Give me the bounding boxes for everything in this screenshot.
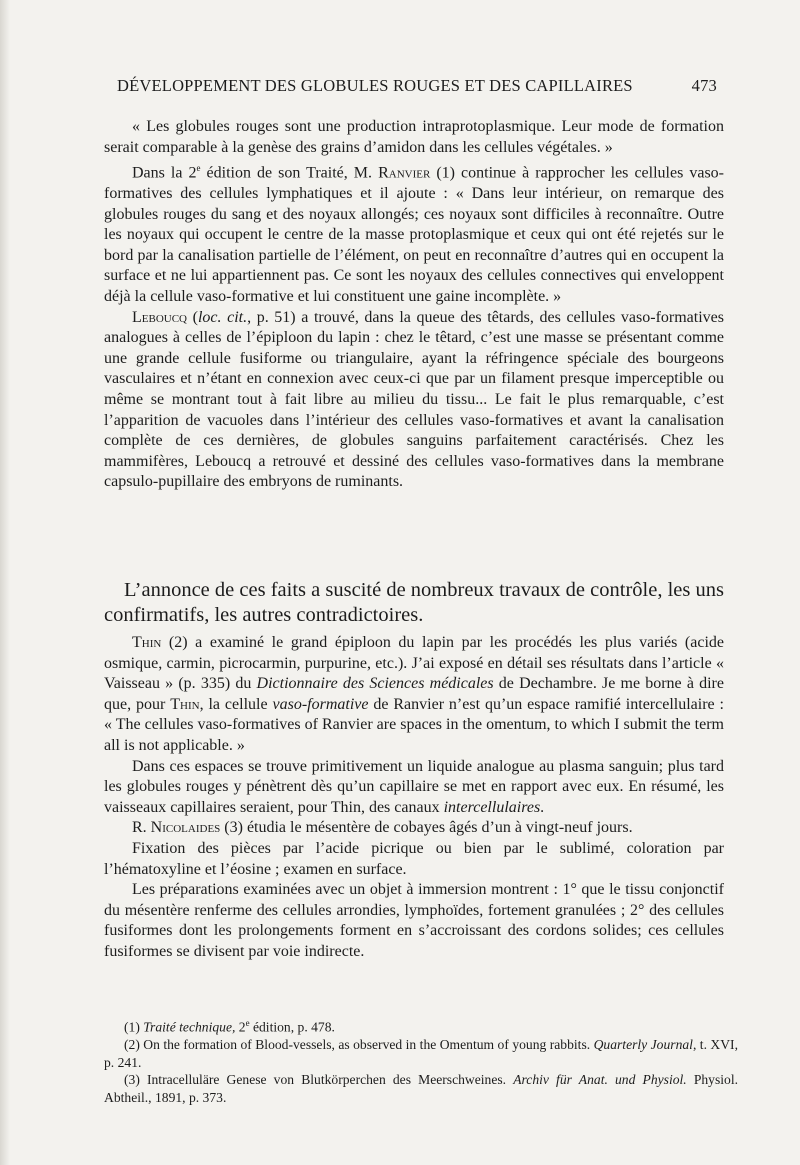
lead-section bbox=[104, 578, 724, 627]
preparations-paragraph: Les préparations examinées avec un objet à immersion montrent : 1° que le tissu conjonctif du mésentère renferme des cellules arrondies, lymphoïdes, fortement granulées ; 2° des cellules fusiformes dont les prolongements forment en s’accroissant des cordons solides; ces cellules fusiformes se divisent par voie indirecte. bbox=[104, 881, 724, 960]
author-name: Thin bbox=[170, 695, 200, 713]
author-name: Nicolaides bbox=[150, 819, 221, 837]
spaces-paragraph: Dans ces espaces se trouve primitivement un liquide analogue au plasma sanguin; plus tard les globules rouges y pénètrent dès qu’un capillaire se met en rapport avec eux. En résumé, les vaisseaux capillaires seraient, pour Thin, des canaux intercellulaires. bbox=[104, 757, 724, 816]
footnotes bbox=[104, 1015, 738, 1107]
page-number: 473 bbox=[691, 76, 717, 95]
running-title: DÉVELOPPEMENT DES GLOBULES ROUGES ET DES CAPILLAIRES bbox=[117, 76, 633, 95]
ranvier-paragraph: Dans la 2e édition de son Traité, M. Ranvier (1) continue à rapprocher les cellules vaso-formatives des cellules lymphatiques et il ajoute : « Dans leur intérieur, on remarque des globules rouges du sang et des noyaux allongés; ces noyaux sont difficiles à reconnaître. Outre les noyaux qui occupent le centre de la masse protoplasmique et ceux qui ont été rejetés sur le bord par la canalisation partielle de l’élément, on peut en reconnaître d’autres qui en occupent la surface et ne lui appartiennent pas. Ce sont les noyaux des cellules connectives qui enveloppent déjà la cellule vaso-formative et lui constituent une gaine incomplète. » bbox=[104, 163, 725, 306]
thin-paragraph: Thin (2) a examiné le grand épiploon du lapin par les procédés les plus variés (acide osmique, carmin, picrocarmin, purpurine, etc.). J’ai exposé en détail ses résultats dans l’article « Vaisseau » (p. 335) du Dictionnaire des Sciences médicales de Dechambre. Je me borne à dire que, pour Thin, la cellule vaso-formative de Ranvier n’est qu’un espace ramifié intercellulaire : « The cellules vaso-formatives of Ranvier are spaces in the omentum, to which I submit the term all is not applicable. » bbox=[104, 634, 724, 754]
page-edge-shadow bbox=[0, 0, 10, 1165]
author-name: Thin bbox=[132, 634, 162, 651]
main-text-top bbox=[104, 117, 724, 493]
footnote-2: (2) On the formation of Blood-vessels, as observed in the Omentum of young rabbits. Quarterly Journal, t. XVI, p. 241. bbox=[104, 1037, 738, 1070]
main-text-bottom bbox=[104, 633, 724, 963]
lead-paragraph: L’annonce de ces faits a suscité de nombreux travaux de contrôle, les uns confirmatifs, les autres contradictoires. bbox=[104, 579, 724, 626]
author-name: Ranvier bbox=[378, 164, 431, 182]
footnote-1: (1) Traité technique, 2e édition, p. 478. bbox=[124, 1018, 335, 1035]
nicolaides-paragraph: R. Nicolaides (3) étudia le mésentère de cobayes âgés d’un à vingt-neuf jours. bbox=[132, 819, 633, 837]
footnote-3: (3) Intracelluläre Genese von Blutkörperchen des Meerschweines. Archiv für Anat. und Physiol. Physiol. Abtheil., 1891, p. 373. bbox=[104, 1072, 739, 1105]
leboucq-paragraph: Leboucq (loc. cit., p. 51) a trouvé, dans la queue des têtards, des cellules vaso-formatives analogues à celles de l’épiploon du lapin : chez le têtard, c’est une masse se présentant comme une grande cellule fusiforme ou triangulaire, ayant la réfringence spéciale des bourgeons vasculaires et n’étant en connexion avec ceux-ci que par un filament presque imperceptible ou même se montrant tout à fait libre au milieu du tissu... Le fait le plus remarquable, c’est l’apparition de vacuoles dans l’intérieur des cellules vaso-formatives et avant la canalisation complète de ces dernières, de globules sanguins parfaitement caractérisés. Chez les mammifères, Leboucq a retrouvé et dessiné des cellules vaso-formatives dans la membrane capsulo-pupillaire des embryons de ruminants. bbox=[104, 308, 724, 491]
author-name: Leboucq bbox=[132, 308, 187, 326]
quote-paragraph: « Les globules rouges sont une production intraprotoplasmique. Leur mode de formation serait comparable à la genèse des grains d’amidon dans les cellules végétales. » bbox=[104, 118, 724, 156]
fixation-paragraph: Fixation des pièces par l’acide picrique ou bien par le sublimé, coloration par l’hématoxyline et l’éosine ; examen en surface. bbox=[104, 839, 724, 878]
